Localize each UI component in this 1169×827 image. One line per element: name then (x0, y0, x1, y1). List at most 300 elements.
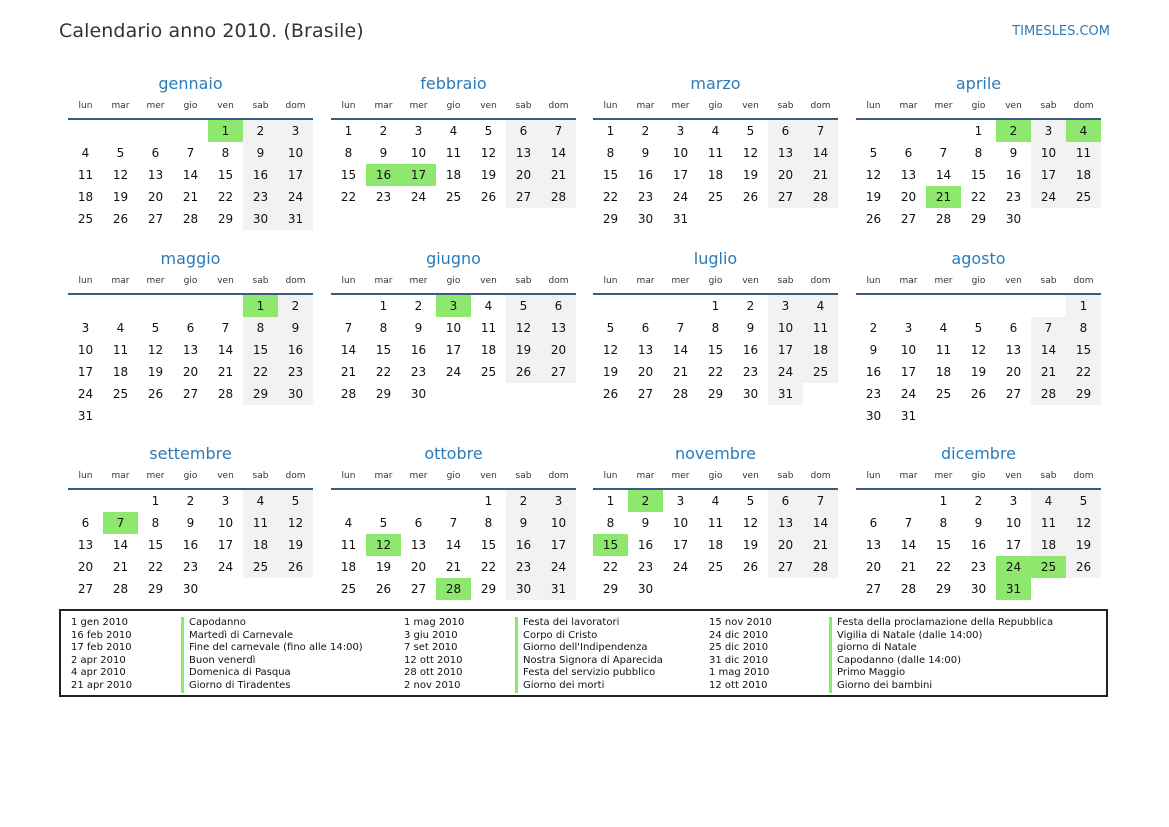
holiday-day-cell: 16 (366, 164, 401, 186)
day-cell: 24 (672, 190, 689, 204)
day-cell: 9 (506, 512, 541, 534)
weekday-label: gio (446, 471, 461, 481)
day-cell: 25 (77, 212, 94, 226)
month-name: settembre (149, 444, 232, 463)
legend-names-column (181, 617, 363, 693)
day-cell: 30 (278, 383, 313, 405)
legend-dates-column (71, 617, 132, 693)
day-cell: 27 (182, 387, 199, 401)
legend-dates-column (709, 617, 772, 693)
day-cell: 19 (1066, 534, 1101, 556)
day-cell: 10 (77, 343, 94, 357)
day-cell: 6 (81, 516, 90, 530)
weekday-label: mar (899, 276, 918, 286)
day-cell: 28 (541, 186, 576, 208)
weekday-label: gio (183, 101, 198, 111)
day-cell: 17 (672, 168, 689, 182)
day-cell: 28 (217, 387, 234, 401)
legend-date: 28 ott 2010 (404, 667, 463, 679)
day-cell: 11 (1066, 142, 1101, 164)
weekday-label: mar (899, 471, 918, 481)
day-cell: 6 (1009, 321, 1018, 335)
day-cell: 12 (742, 516, 759, 530)
weekday-label: gio (708, 471, 723, 481)
weekday-label: dom (285, 101, 306, 111)
weekday-label: mar (374, 471, 393, 481)
holiday-day-cell: 2 (996, 120, 1031, 142)
day-cell: 16 (742, 343, 759, 357)
day-cell: 6 (768, 490, 803, 512)
day-cell: 24 (217, 560, 234, 574)
day-cell: 2 (414, 299, 423, 313)
day-cell: 23 (243, 186, 278, 208)
weekday-label: ven (217, 471, 234, 481)
day-cell: 27 (541, 361, 576, 383)
day-cell: 28 (672, 387, 689, 401)
weekday-label: lun (341, 101, 356, 111)
legend-holiday-name: Primo Maggio (829, 667, 1053, 680)
day-cell: 21 (445, 560, 462, 574)
day-cell: 4 (116, 321, 125, 335)
day-cell: 28 (803, 556, 838, 578)
day-cell: 19 (742, 538, 759, 552)
day-cell: 31 (672, 212, 689, 226)
day-cell: 3 (768, 295, 803, 317)
day-cell: 17 (1031, 164, 1066, 186)
brand-link[interactable]: TIMESLES.COM (1012, 24, 1110, 39)
weekday-label: gio (708, 101, 723, 111)
day-cell: 25 (803, 361, 838, 383)
day-cell: 6 (414, 516, 423, 530)
legend-holiday-name: giorno di Natale (829, 642, 1053, 655)
legend-date: 25 dic 2010 (709, 642, 769, 654)
day-cell: 13 (147, 168, 164, 182)
weekday-label: mer (409, 276, 428, 286)
empty-cell (891, 120, 926, 142)
day-cell: 10 (410, 146, 427, 160)
day-cell: 23 (865, 387, 882, 401)
weekday-label: ven (1005, 276, 1022, 286)
month-dicembre (856, 444, 1101, 600)
day-cell: 13 (182, 343, 199, 357)
day-cell: 29 (970, 212, 987, 226)
day-cell: 27 (637, 387, 654, 401)
weekday-label: dom (548, 101, 569, 111)
empty-cell (401, 490, 436, 512)
day-cell: 24 (768, 361, 803, 383)
day-cell: 26 (1066, 556, 1101, 578)
day-cell: 23 (637, 190, 654, 204)
day-cell: 22 (340, 190, 357, 204)
holiday-day-cell: 25 (1031, 556, 1066, 578)
day-cell: 25 (340, 582, 357, 596)
month-luglio (593, 249, 838, 405)
day-cell: 17 (768, 339, 803, 361)
day-cell: 6 (904, 146, 913, 160)
day-cell: 17 (900, 365, 917, 379)
empty-cell (856, 490, 891, 512)
day-cell: 22 (375, 365, 392, 379)
day-cell: 3 (541, 490, 576, 512)
day-cell: 10 (445, 321, 462, 335)
month-name: giugno (426, 249, 481, 268)
weekday-label: mer (409, 101, 428, 111)
weekday-label: sab (1040, 101, 1057, 111)
day-cell: 13 (541, 317, 576, 339)
day-cell: 22 (602, 560, 619, 574)
day-cell: 1 (606, 124, 615, 138)
legend-holiday-name: Festa dei lavoratori (515, 617, 663, 630)
day-cell: 15 (340, 168, 357, 182)
holiday-day-cell: 24 (996, 556, 1031, 578)
day-cell: 15 (217, 168, 234, 182)
weekday-header (856, 273, 1101, 295)
month-name: gennaio (158, 74, 223, 93)
weekday-label: sab (515, 101, 532, 111)
weekday-label: sab (777, 101, 794, 111)
day-cell: 21 (112, 560, 129, 574)
day-cell: 1 (484, 494, 493, 508)
weekday-label: mar (374, 101, 393, 111)
month-aprile (856, 74, 1101, 230)
day-cell: 13 (768, 142, 803, 164)
day-cell: 16 (865, 365, 882, 379)
day-cell: 11 (803, 317, 838, 339)
empty-cell (628, 295, 663, 317)
day-cell: 8 (1066, 317, 1101, 339)
day-cell: 28 (112, 582, 129, 596)
day-cell: 8 (379, 321, 388, 335)
day-grid (593, 490, 838, 600)
day-cell: 1 (379, 299, 388, 313)
day-cell: 15 (480, 538, 497, 552)
month-name: ottobre (424, 444, 483, 463)
day-cell: 3 (1009, 494, 1018, 508)
day-cell: 10 (1031, 142, 1066, 164)
day-cell: 4 (711, 494, 720, 508)
day-cell: 18 (1031, 534, 1066, 556)
day-cell: 14 (1031, 339, 1066, 361)
day-cell: 14 (935, 168, 952, 182)
day-cell: 26 (506, 361, 541, 383)
day-cell: 18 (340, 560, 357, 574)
weekday-label: ven (480, 276, 497, 286)
month-name: marzo (690, 74, 741, 93)
legend-dates-column (404, 617, 464, 693)
day-cell: 15 (375, 343, 392, 357)
day-cell: 26 (970, 387, 987, 401)
day-cell: 28 (182, 212, 199, 226)
day-cell: 12 (506, 317, 541, 339)
month-name: febbraio (420, 74, 487, 93)
day-cell: 30 (637, 582, 654, 596)
day-cell: 13 (865, 538, 882, 552)
day-cell: 26 (742, 560, 759, 574)
day-cell: 11 (707, 146, 724, 160)
day-cell: 29 (243, 383, 278, 405)
weekday-header (593, 468, 838, 490)
month-agosto (856, 249, 1101, 427)
day-cell: 19 (865, 190, 882, 204)
day-cell: 22 (480, 560, 497, 574)
day-cell: 16 (506, 534, 541, 556)
empty-cell (68, 490, 103, 512)
day-cell: 13 (900, 168, 917, 182)
day-grid (331, 490, 576, 600)
empty-cell (856, 120, 891, 142)
day-cell: 7 (939, 146, 948, 160)
month-gennaio (68, 74, 313, 230)
legend-names-column (829, 617, 1053, 693)
weekday-label: lun (603, 276, 618, 286)
day-cell: 15 (602, 168, 619, 182)
holiday-day-cell: 21 (926, 186, 961, 208)
weekday-header (68, 98, 313, 120)
day-cell: 17 (1005, 538, 1022, 552)
day-cell: 19 (742, 168, 759, 182)
day-cell: 26 (742, 190, 759, 204)
month-settembre (68, 444, 313, 600)
day-grid (856, 295, 1101, 427)
legend-holiday-name: Capodanno (dalle 14:00) (829, 655, 1053, 668)
day-cell: 24 (672, 560, 689, 574)
day-cell: 5 (974, 321, 983, 335)
day-cell: 5 (151, 321, 160, 335)
day-cell: 23 (182, 560, 199, 574)
day-cell: 31 (768, 383, 803, 405)
day-cell: 19 (278, 534, 313, 556)
day-cell: 14 (541, 142, 576, 164)
day-cell: 8 (484, 516, 493, 530)
day-cell: 17 (77, 365, 94, 379)
day-cell: 30 (637, 212, 654, 226)
day-cell: 5 (606, 321, 615, 335)
weekday-label: dom (285, 276, 306, 286)
day-cell: 11 (340, 538, 357, 552)
month-febbraio (331, 74, 576, 208)
day-cell: 11 (445, 146, 462, 160)
legend-date: 3 giu 2010 (404, 629, 458, 641)
day-cell: 31 (541, 578, 576, 600)
weekday-label: mer (409, 471, 428, 481)
day-cell: 20 (1005, 365, 1022, 379)
day-cell: 26 (278, 556, 313, 578)
day-cell: 13 (506, 142, 541, 164)
day-cell: 12 (742, 146, 759, 160)
day-cell: 13 (637, 343, 654, 357)
day-cell: 15 (970, 168, 987, 182)
weekday-label: gio (971, 101, 986, 111)
weekday-label: dom (810, 101, 831, 111)
holiday-day-cell: 17 (401, 164, 436, 186)
day-cell: 3 (1031, 120, 1066, 142)
day-cell: 6 (506, 120, 541, 142)
day-cell: 4 (449, 124, 458, 138)
empty-cell (103, 295, 138, 317)
day-cell: 29 (1066, 383, 1101, 405)
day-cell: 20 (865, 560, 882, 574)
day-cell: 14 (112, 538, 129, 552)
day-cell: 10 (278, 142, 313, 164)
day-cell: 9 (379, 146, 388, 160)
day-cell: 23 (506, 556, 541, 578)
day-cell: 27 (768, 556, 803, 578)
day-cell: 20 (506, 164, 541, 186)
day-cell: 27 (768, 186, 803, 208)
day-cell: 5 (746, 494, 755, 508)
day-cell: 11 (243, 512, 278, 534)
day-cell: 30 (970, 582, 987, 596)
day-cell: 28 (803, 186, 838, 208)
day-cell: 1 (939, 494, 948, 508)
day-cell: 16 (278, 339, 313, 361)
weekday-label: dom (810, 276, 831, 286)
weekday-label: dom (1073, 276, 1094, 286)
empty-cell (173, 295, 208, 317)
day-cell: 4 (243, 490, 278, 512)
weekday-label: dom (548, 471, 569, 481)
day-cell: 12 (865, 168, 882, 182)
weekday-header (593, 98, 838, 120)
day-cell: 29 (602, 582, 619, 596)
weekday-label: ven (742, 276, 759, 286)
weekday-header (331, 273, 576, 295)
day-cell: 30 (506, 578, 541, 600)
day-cell: 15 (243, 339, 278, 361)
day-cell: 2 (243, 120, 278, 142)
empty-cell (926, 120, 961, 142)
day-cell: 22 (243, 361, 278, 383)
month-name: aprile (955, 74, 1002, 93)
day-cell: 27 (900, 212, 917, 226)
day-grid (331, 120, 576, 208)
day-cell: 4 (939, 321, 948, 335)
weekday-label: ven (217, 101, 234, 111)
weekday-label: sab (515, 471, 532, 481)
empty-cell (331, 490, 366, 512)
weekday-label: mer (146, 276, 165, 286)
weekday-label: mer (146, 471, 165, 481)
day-cell: 30 (1005, 212, 1022, 226)
day-cell: 29 (375, 387, 392, 401)
weekday-label: lun (866, 101, 881, 111)
weekday-label: ven (480, 471, 497, 481)
day-cell: 7 (1031, 317, 1066, 339)
weekday-label: lun (78, 101, 93, 111)
weekday-header (68, 468, 313, 490)
legend-date: 7 set 2010 (404, 642, 458, 654)
day-cell: 18 (77, 190, 94, 204)
day-cell: 18 (707, 538, 724, 552)
day-cell: 29 (602, 212, 619, 226)
day-cell: 7 (803, 120, 838, 142)
day-cell: 28 (1031, 383, 1066, 405)
day-cell: 17 (541, 534, 576, 556)
empty-cell (1031, 295, 1066, 317)
day-cell: 25 (707, 190, 724, 204)
weekday-label: mar (636, 101, 655, 111)
day-cell: 30 (410, 387, 427, 401)
day-cell: 12 (1066, 512, 1101, 534)
empty-cell (593, 295, 628, 317)
weekday-label: sab (1040, 276, 1057, 286)
day-cell: 8 (606, 146, 615, 160)
day-cell: 7 (186, 146, 195, 160)
weekday-label: lun (603, 471, 618, 481)
day-cell: 29 (935, 582, 952, 596)
day-cell: 16 (243, 164, 278, 186)
weekday-label: mar (374, 276, 393, 286)
weekday-header (593, 273, 838, 295)
day-cell: 23 (970, 560, 987, 574)
weekday-label: sab (252, 101, 269, 111)
legend-holiday-name: Festa del servizio pubblico (515, 667, 663, 680)
day-cell: 31 (77, 409, 94, 423)
day-cell: 8 (344, 146, 353, 160)
weekday-label: mer (934, 471, 953, 481)
holiday-day-cell: 12 (366, 534, 401, 556)
day-cell: 3 (676, 124, 685, 138)
day-cell: 14 (182, 168, 199, 182)
legend-date: 1 gen 2010 (71, 617, 129, 628)
day-cell: 21 (900, 560, 917, 574)
day-cell: 3 (414, 124, 423, 138)
weekday-label: ven (742, 101, 759, 111)
empty-cell (926, 295, 961, 317)
day-cell: 20 (637, 365, 654, 379)
day-cell: 22 (602, 190, 619, 204)
day-cell: 29 (707, 387, 724, 401)
day-cell: 12 (970, 343, 987, 357)
legend-holiday-name: Festa della proclamazione della Repubblica (829, 617, 1053, 630)
weekday-label: ven (480, 101, 497, 111)
day-cell: 11 (77, 168, 94, 182)
day-cell: 15 (147, 538, 164, 552)
day-cell: 24 (77, 387, 94, 401)
day-cell: 22 (935, 560, 952, 574)
day-cell: 13 (1005, 343, 1022, 357)
day-cell: 24 (900, 387, 917, 401)
day-cell: 14 (340, 343, 357, 357)
day-cell: 9 (641, 516, 650, 530)
day-cell: 20 (768, 164, 803, 186)
legend-holiday-name: Martedì di Carnevale (181, 630, 363, 643)
weekday-label: mer (671, 276, 690, 286)
day-cell: 20 (541, 339, 576, 361)
weekday-label: ven (742, 471, 759, 481)
day-cell: 20 (147, 190, 164, 204)
day-cell: 21 (182, 190, 199, 204)
legend-names-column (515, 617, 663, 693)
empty-cell (663, 295, 698, 317)
legend-date: 17 feb 2010 (71, 642, 132, 654)
day-cell: 12 (112, 168, 129, 182)
day-cell: 19 (506, 339, 541, 361)
month-giugno (331, 249, 576, 405)
day-cell: 1 (711, 299, 720, 313)
day-cell: 6 (151, 146, 160, 160)
empty-cell (961, 295, 996, 317)
day-cell: 2 (746, 299, 755, 313)
day-cell: 8 (221, 146, 230, 160)
legend-holiday-name: Domenica di Pasqua (181, 667, 363, 680)
day-cell: 28 (935, 212, 952, 226)
weekday-label: gio (708, 276, 723, 286)
weekday-header (331, 468, 576, 490)
day-cell: 16 (970, 538, 987, 552)
day-cell: 2 (869, 321, 878, 335)
legend-date: 12 ott 2010 (709, 679, 768, 691)
